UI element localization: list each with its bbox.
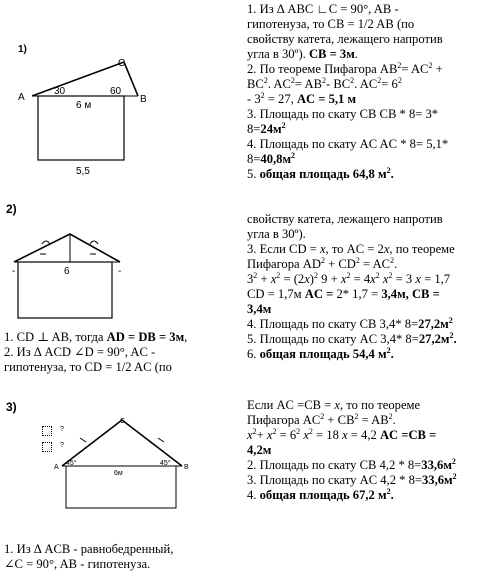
line-6: $BC^2$. $AC^2= AB^2-$ $BC^2$. $AC^2= 6^2$: [247, 76, 402, 91]
line-2: 2. Из Δ ACD ∠D = 90°, AC -: [4, 345, 156, 359]
line-7: 3,4м: [247, 302, 272, 316]
angle-b-label: 45°: [160, 460, 171, 467]
problem-2-figure: [4, 232, 128, 322]
line-5: 2. По теореме Пифагора $AB^2= AC^2$ +: [247, 61, 443, 76]
top-width-label: 6: [64, 266, 70, 277]
line-1: 1. Из Δ ABC ∟C = 90°, AB -: [247, 2, 399, 16]
line-2: ∠C = 90°, AB - гипотенуза.: [4, 557, 151, 571]
line-8: 4. Площадь по скату CB 3,4* $8=27,2м^2$: [247, 316, 453, 331]
line-9: 5. Площадь по скату AC 3,4* $8=27,2м^2$.: [247, 331, 457, 346]
line-12: 5. общая площадь 64,8 $м^2$.: [247, 166, 394, 181]
vertex-c-label: C: [118, 58, 126, 69]
vertex-b-label: B: [184, 464, 189, 471]
problem-1-solution: [247, 2, 448, 182]
line-7: - $3^2 = 27$, AC = 5,1 м: [247, 91, 357, 106]
line-3: гипотенуза, то CD = 1/2 AC (по: [4, 360, 172, 374]
line-3: $x^2+ x^2 = 6^2$ $x^2 = 18$ x = 4,2 AC =CB =: [247, 427, 437, 442]
line-1: 1. Из Δ ACB - равнобедренный,: [4, 542, 174, 556]
line-11: $8=40,8м^2$: [247, 151, 296, 166]
line-6: CD = 1,7м AC = 2* 1,7 = 3,4м, CB =: [247, 287, 440, 301]
problem-2-left-text: [4, 330, 187, 375]
line-5: $3^2 + x^2 = (2x)^2$ $9 + x^2 = 4x^2$ $x^2 = 3$ x = 1,7: [247, 271, 451, 286]
top-width-label: 6м: [114, 470, 123, 477]
line-6: 3. Площадь по скату AC $4,2 * 8=33,6м^2$: [247, 472, 457, 487]
line-4: 4,2м: [247, 443, 272, 457]
line-8: 3. Площадь по скату CB CB * 8= 3*: [247, 107, 439, 121]
vertex-b-label: B: [140, 94, 147, 105]
line-2: Пифагора $AC^2 + CB^2 = AB^2$.: [247, 412, 396, 427]
top-width-label: 6 м: [76, 100, 92, 111]
line-10: 4. Площадь по скату AC AC * 8= 5,1*: [247, 137, 449, 151]
dotted-box-icon: [42, 442, 52, 452]
angle-a-label: 30: [54, 86, 66, 97]
question-mark-icon: ?: [60, 442, 64, 449]
line-1: свойству катета, лежащего напротив: [247, 212, 443, 226]
line-2: гипотенуза, то CB = 1/2 AB (по: [247, 17, 415, 31]
dash-left: -: [12, 266, 16, 277]
dotted-box-icon: [42, 426, 52, 436]
problem-3-label: 3): [6, 400, 17, 414]
line-4: Пифагора $AD^2 + CD^2 = AC^2$.: [247, 256, 398, 271]
line-2: угла в 30º).: [247, 227, 306, 241]
problem-2-solution: [247, 212, 457, 362]
vertex-c-label: C: [120, 418, 126, 425]
problem-3-left-text: [4, 542, 173, 572]
problem-1-figure: [20, 56, 160, 176]
problem-1-label: 1): [18, 44, 27, 55]
line-9: $8=24м^2$: [247, 121, 286, 136]
angle-b-label: 60: [110, 86, 122, 97]
vertex-a-label: A: [18, 92, 25, 103]
angle-a-label: 45°: [66, 460, 77, 467]
line-3: 3. Если CD = x, то AC = 2x, по теореме: [247, 242, 455, 256]
line-1: Если AC =CB = x, то по теореме: [247, 398, 421, 412]
line-10: 6. общая площадь 54,4 $м^2$.: [247, 346, 394, 361]
line-1: 1. CD ⊥ AB, тогда AD = DB = 3м,: [4, 330, 188, 344]
line-4: угла в 30º). CB = 3м.: [247, 47, 358, 61]
bottom-width-label: 5,5: [76, 166, 90, 177]
question-mark-icon: ?: [60, 426, 64, 433]
line-5: 2. Площадь по скату CB $4,2 * 8=33,6м^2$: [247, 457, 456, 472]
line-3: свойству катета, лежащего напротив: [247, 32, 443, 46]
problem-3-solution: [247, 398, 457, 503]
problem-2-label: 2): [6, 202, 17, 216]
dash-right: -: [118, 266, 122, 277]
line-7: 4. общая площадь 67,2 $м^2$.: [247, 487, 394, 502]
vertex-a-label: A: [54, 464, 59, 471]
